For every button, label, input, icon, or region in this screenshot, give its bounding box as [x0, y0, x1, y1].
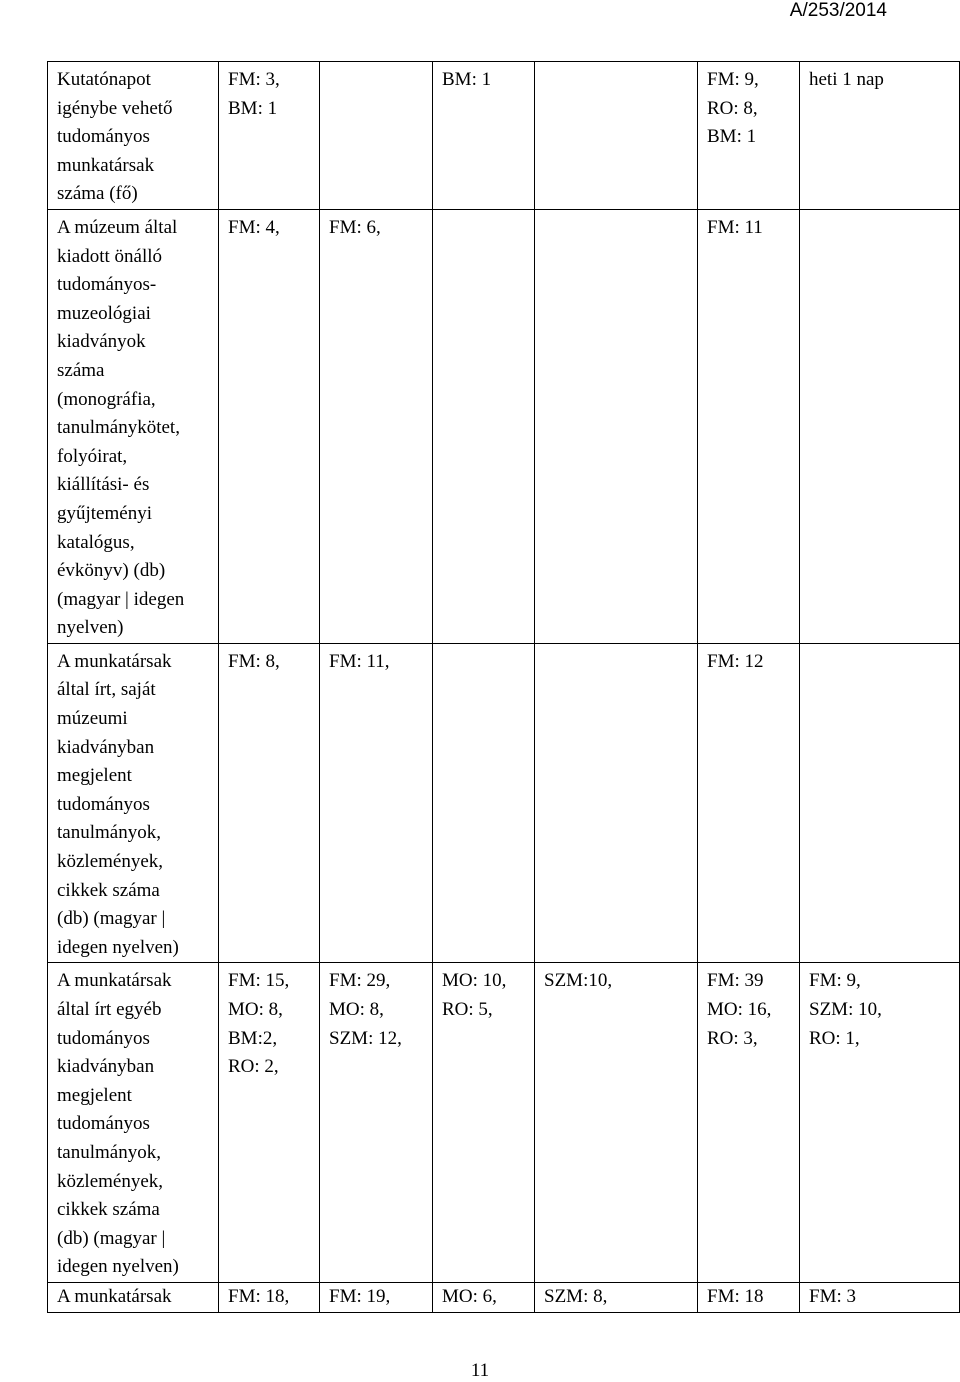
- cell-value: FM: 29,: [329, 970, 391, 992]
- cell-value: FM: 18: [707, 1285, 764, 1307]
- data-cell: [535, 643, 698, 963]
- row-label-line: tudományos-: [57, 274, 157, 296]
- cell-value: RO: 3,: [707, 1027, 758, 1049]
- data-cell: [219, 643, 320, 963]
- data-cell: [433, 643, 535, 963]
- cell-value: MO: 8,: [329, 999, 384, 1020]
- cell-value: FM: 39: [707, 970, 764, 992]
- cell-value: FM: 8,: [228, 650, 280, 672]
- row-label-line: száma (fő): [57, 183, 138, 205]
- row-label-line: által írt, saját: [57, 679, 156, 701]
- row-label-line: tudományos: [57, 1027, 150, 1049]
- row-label-cell: [48, 62, 219, 210]
- row-label-line: munkatársak: [57, 154, 155, 176]
- data-cell: [535, 62, 698, 210]
- cell-value: FM: 11,: [329, 650, 390, 672]
- data-cell: [320, 209, 433, 643]
- cell-value: FM: 11: [707, 216, 763, 238]
- cell-value: FM: 6,: [329, 216, 381, 238]
- cell-value: heti 1 nap: [809, 69, 884, 90]
- row-label-line: tanulmányok,: [57, 1141, 161, 1163]
- cell-value: FM: 19,: [329, 1285, 391, 1307]
- row-label-line: kiállítási- és: [57, 474, 150, 496]
- data-cell: [219, 963, 320, 1283]
- cell-value: FM: 15,: [228, 970, 290, 992]
- row-label-line: (db) (magyar |: [57, 908, 166, 930]
- cell-value: FM: 12: [707, 650, 764, 672]
- row-label-line: közlemények,: [57, 851, 164, 873]
- row-label-line: gyűjteményi: [57, 502, 152, 524]
- cell-value: SZM: 8,: [544, 1285, 608, 1307]
- cell-value: BM: 1: [228, 97, 278, 119]
- data-cell: [698, 1282, 800, 1312]
- data-cell: [800, 209, 960, 643]
- cell-value: RO: 8,: [707, 97, 758, 119]
- row-label-line: tudományos: [57, 793, 150, 815]
- row-label-line: múzeumi: [57, 708, 128, 730]
- data-cell: [800, 62, 960, 210]
- row-label-line: tudományos: [57, 1113, 150, 1135]
- cell-value: FM: 3: [809, 1285, 856, 1307]
- data-cell: [698, 963, 800, 1283]
- data-cell: [433, 963, 535, 1283]
- data-cell: [320, 62, 433, 210]
- table-row: [48, 1282, 960, 1312]
- cell-value: FM: 9,: [809, 970, 861, 992]
- row-label-line: cikkek száma: [57, 879, 160, 901]
- data-cell: [535, 209, 698, 643]
- row-label-line: megjelent: [57, 765, 132, 787]
- data-cell: [433, 209, 535, 643]
- cell-value: RO: 5,: [442, 999, 493, 1020]
- data-cell: [698, 62, 800, 210]
- row-label-line: Kutatónapot: [57, 69, 151, 90]
- data-cell: [219, 209, 320, 643]
- table-row: [48, 209, 960, 643]
- data-cell: [800, 963, 960, 1283]
- row-label-cell: [48, 643, 219, 963]
- cell-value: FM: 18,: [228, 1285, 290, 1307]
- document-id: A/253/2014: [789, 0, 887, 21]
- data-cell: [698, 209, 800, 643]
- data-cell: [698, 643, 800, 963]
- cell-value: FM: 9,: [707, 69, 759, 90]
- row-label-line: közlemények,: [57, 1170, 164, 1192]
- row-label-line: igénybe vehető: [57, 97, 173, 119]
- cell-value: SZM: 10,: [809, 999, 882, 1020]
- row-label-cell: [48, 1282, 219, 1312]
- row-label-cell: [48, 209, 219, 643]
- table-row: [48, 963, 960, 1283]
- cell-value: SZM: 12,: [329, 1027, 402, 1049]
- row-label-line: megjelent: [57, 1084, 132, 1106]
- row-label-line: nyelven): [57, 617, 124, 639]
- row-label-line: A munkatársak: [57, 1285, 172, 1307]
- data-cell: [219, 62, 320, 210]
- row-label-line: (magyar | idegen: [57, 588, 185, 610]
- row-label-line: idegen nyelven): [57, 1256, 179, 1278]
- row-label-line: kiadványban: [57, 736, 155, 758]
- data-cell: [433, 62, 535, 210]
- data-cell: [320, 1282, 433, 1312]
- row-label-line: tanulmánykötet,: [57, 417, 180, 439]
- row-label-line: által írt egyéb: [57, 999, 162, 1020]
- row-label-line: évkönyv) (db): [57, 560, 166, 582]
- data-cell: [320, 963, 433, 1283]
- row-label-line: katalógus,: [57, 531, 135, 553]
- cell-value: RO: 1,: [809, 1027, 860, 1049]
- row-label-line: idegen nyelven): [57, 936, 179, 958]
- row-label-line: tudományos: [57, 126, 150, 148]
- data-cell: [535, 963, 698, 1283]
- page-number: 11: [470, 1360, 490, 1381]
- row-label-line: kiadványok: [57, 331, 146, 353]
- data-cell: [800, 1282, 960, 1312]
- statistics-table: [47, 61, 960, 1313]
- table-row: [48, 62, 960, 210]
- cell-value: MO: 8,: [228, 999, 283, 1020]
- cell-value: FM: 4,: [228, 216, 280, 238]
- row-label-line: cikkek száma: [57, 1199, 160, 1221]
- row-label-line: A munkatársak: [57, 970, 172, 992]
- cell-value: BM: 1: [442, 69, 492, 90]
- data-cell: [800, 643, 960, 963]
- data-cell: [535, 1282, 698, 1312]
- row-label-line: A múzeum által: [57, 216, 178, 238]
- cell-value: BM:2,: [228, 1027, 278, 1049]
- row-label-cell: [48, 963, 219, 1283]
- data-cell: [219, 1282, 320, 1312]
- cell-value: RO: 2,: [228, 1056, 279, 1078]
- cell-value: FM: 3,: [228, 69, 280, 90]
- row-label-line: kiadott önálló: [57, 245, 163, 267]
- row-label-line: (db) (magyar |: [57, 1227, 166, 1249]
- row-label-line: kiadványban: [57, 1056, 155, 1078]
- row-label-line: (monográfia,: [57, 388, 156, 410]
- cell-value: MO: 16,: [707, 999, 772, 1020]
- row-label-line: tanulmányok,: [57, 822, 161, 844]
- cell-value: MO: 10,: [442, 970, 507, 992]
- cell-value: BM: 1: [707, 126, 757, 148]
- row-label-line: száma: [57, 359, 105, 381]
- data-cell: [320, 643, 433, 963]
- row-label-line: muzeológiai: [57, 302, 151, 324]
- cell-value: SZM:10,: [544, 970, 613, 992]
- row-label-line: A munkatársak: [57, 650, 172, 672]
- table-row: [48, 643, 960, 963]
- cell-value: MO: 6,: [442, 1285, 497, 1307]
- row-label-line: folyóirat,: [57, 445, 128, 467]
- data-cell: [433, 1282, 535, 1312]
